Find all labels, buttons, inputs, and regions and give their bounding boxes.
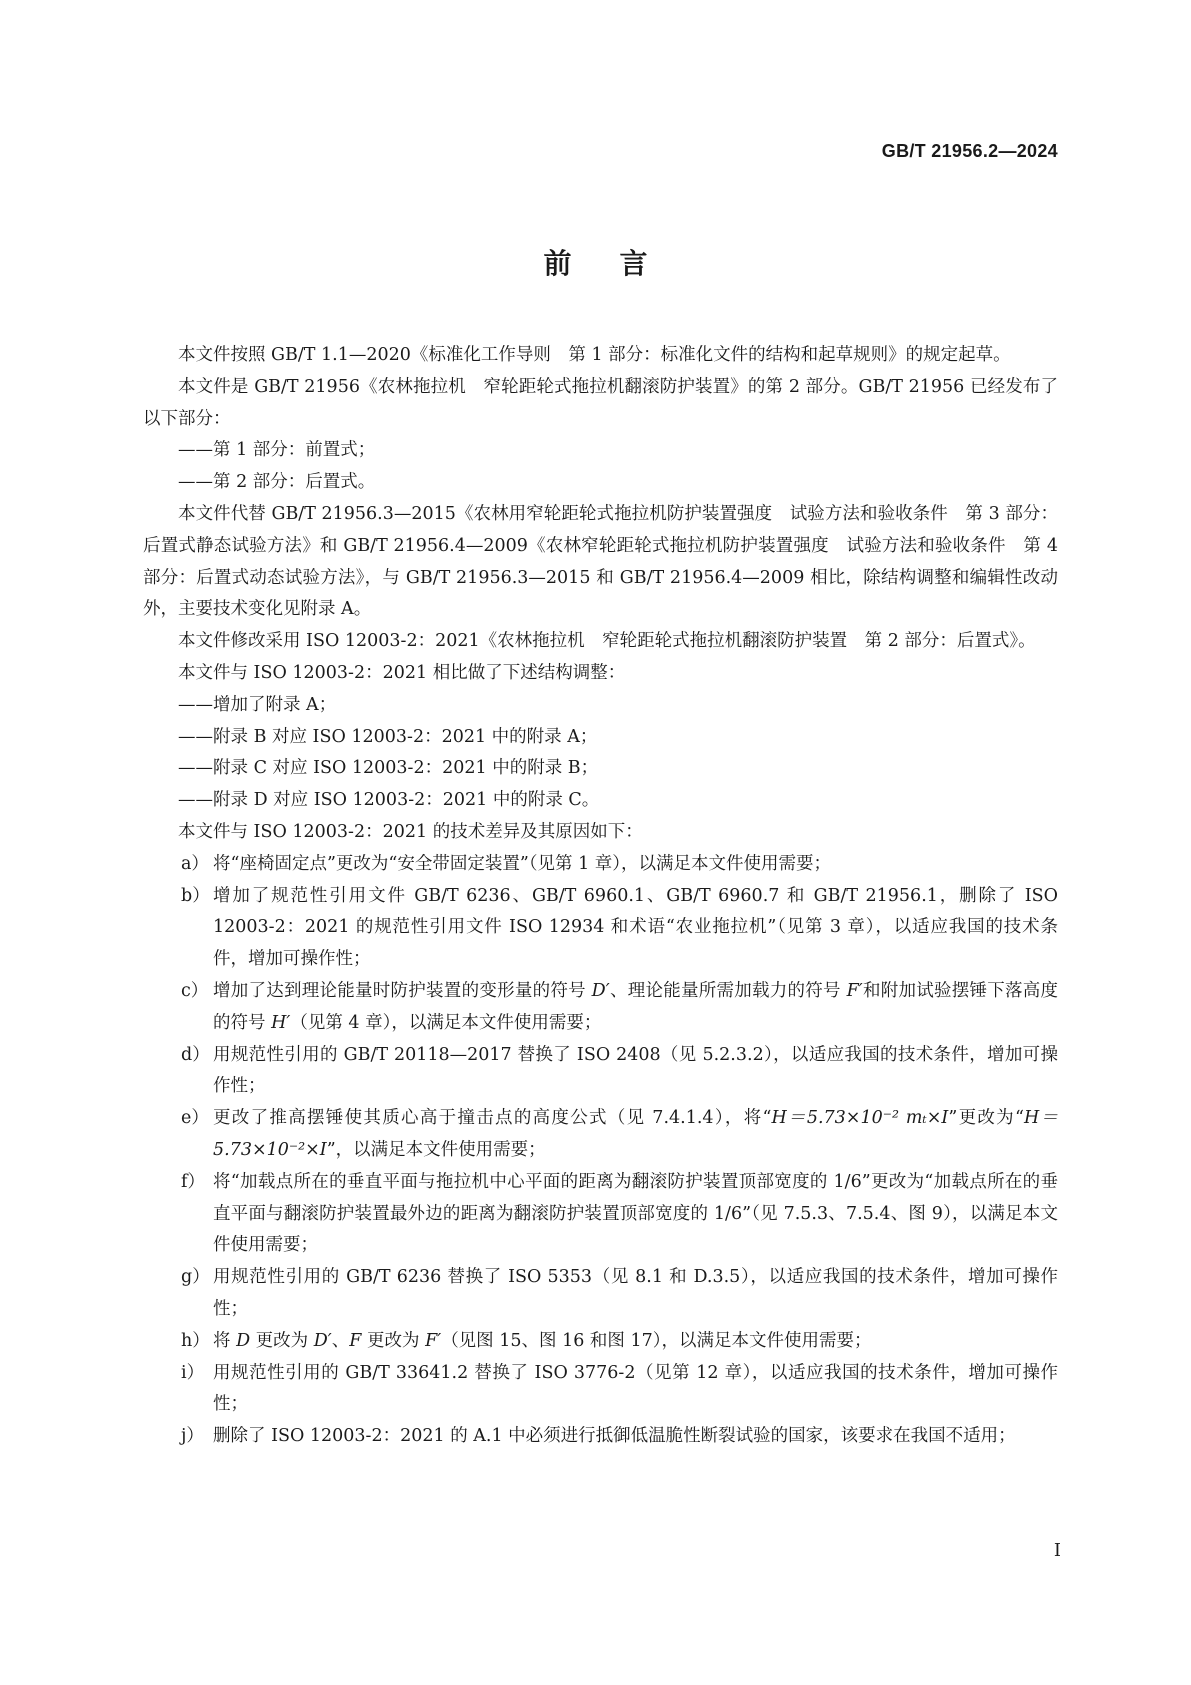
list-label: e） bbox=[181, 1108, 209, 1129]
document-code: GB/T 21956.2—2024 bbox=[881, 141, 1058, 161]
dash-item: ——第 1 部分：前置式； bbox=[178, 440, 376, 461]
list-text: 删除了 ISO 12003-2：2021 的 A.1 中必须进行抵御低温脆性断裂试验的国家，该要求在我国不适用； bbox=[213, 1426, 1016, 1447]
symbol: H′ bbox=[271, 1012, 291, 1033]
list-item-i bbox=[143, 1358, 1058, 1422]
symbol: F bbox=[349, 1330, 362, 1351]
dash-item: ——增加了附录 A； bbox=[178, 694, 337, 715]
symbol: F′ bbox=[846, 980, 863, 1001]
paragraph: 本文件代替 GB/T 21956.3—2015《农林用窄轮距轮式拖拉机防护装置强度 试验方法和验收条件 第 3 部分：后置式静态试验方法》和 GB/T 21956.4—2009《农林窄轮距轮式拖拉机防护装置强度 试验方法和验收条件 第 4 部分：后置式动态试验方法》，与 GB/T 21956.3—2015 和 GB/T 21956.4—2009 相比，除结构调整和编辑性改动外，主要技术变化见附录 A。 bbox=[143, 503, 1058, 620]
paragraph: 本文件修改采用 ISO 12003-2：2021《农林拖拉机 窄轮距轮式拖拉机翻滚防护装置 第 2 部分：后置式》。 bbox=[178, 631, 1036, 652]
paragraph: 本文件与 ISO 12003-2：2021 相比做了下述结构调整： bbox=[178, 662, 626, 683]
list-label: g） bbox=[181, 1267, 210, 1288]
list-text: 用规范性引用的 GB/T 20118—2017 替换了 ISO 2408（见 5.2.3.2），以适应我国的技术条件，增加可操作性； bbox=[213, 1044, 1058, 1097]
list-text: 更改为 bbox=[361, 1330, 426, 1351]
list-label: c） bbox=[181, 980, 209, 1001]
list-label: f） bbox=[181, 1171, 205, 1192]
list-item-f bbox=[143, 1167, 1058, 1262]
paragraph: 本文件与 ISO 12003-2：2021 的技术差异及其原因如下： bbox=[178, 821, 643, 842]
list-item-d bbox=[143, 1040, 1058, 1104]
list-text: 、 bbox=[331, 1330, 350, 1351]
list-text: 、理论能量所需加载力的符号 bbox=[609, 980, 847, 1001]
list-label: b） bbox=[181, 885, 210, 906]
paragraph: 本文件按照 GB/T 1.1—2020《标准化工作导则 第 1 部分：标准化文件的结构和起草规则》的规定起草。 bbox=[178, 345, 1011, 365]
list-item-j bbox=[143, 1421, 1058, 1453]
symbol: F′ bbox=[425, 1330, 442, 1351]
list-text: 用规范性引用的 GB/T 6236 替换了 ISO 5353（见 8.1 和 D.3.5），以适应我国的技术条件，增加可操作性； bbox=[213, 1267, 1058, 1319]
list-item-h bbox=[143, 1326, 1058, 1358]
list-text: ”更改为“ bbox=[948, 1108, 1024, 1129]
dash-item: ——附录 C 对应 ISO 12003-2：2021 中的附录 B； bbox=[178, 758, 599, 779]
list-text: （见图 15、图 16 和图 17），以满足本文件使用需要； bbox=[441, 1330, 872, 1351]
list-item-g bbox=[143, 1262, 1058, 1326]
list-item-a bbox=[143, 849, 1058, 881]
list-item-b bbox=[143, 881, 1058, 976]
symbol: D′ bbox=[591, 980, 610, 1001]
formula: H＝5.73×10⁻² mₜ×I bbox=[771, 1108, 949, 1129]
list-item-e bbox=[143, 1103, 1058, 1167]
list-label: d） bbox=[181, 1044, 210, 1065]
page-title: 前言 bbox=[543, 247, 696, 280]
document-body bbox=[143, 340, 1058, 1453]
list-text: 更改为 bbox=[250, 1330, 314, 1351]
list-label: j） bbox=[181, 1426, 204, 1447]
dash-item: ——附录 B 对应 ISO 12003-2：2021 中的附录 A； bbox=[178, 726, 598, 747]
list-text: 增加了达到理论能量时防护装置的变形量的符号 bbox=[213, 980, 592, 1001]
list-label: h） bbox=[181, 1330, 210, 1351]
list-label: i） bbox=[181, 1362, 205, 1383]
list-label: a） bbox=[181, 853, 209, 874]
list-item-c bbox=[143, 976, 1058, 1040]
list-text: 更改了推高摆锤使其质心高于撞击点的高度公式（见 7.4.1.4），将“ bbox=[213, 1108, 772, 1129]
symbol: D′ bbox=[313, 1330, 332, 1351]
page-number: I bbox=[1053, 1540, 1061, 1561]
dash-item: ——第 2 部分：后置式。 bbox=[178, 472, 376, 493]
list-text: 和附加试验摆锤下落高度的符号 bbox=[213, 980, 1059, 1033]
list-text: 将 bbox=[213, 1330, 237, 1351]
symbol: D bbox=[236, 1330, 251, 1351]
list-text: 增加了规范性引用文件 GB/T 6236、GB/T 6960.1、GB/T 6960.7 和 GB/T 21956.1，删除了 ISO 12003-2：2021 的规范性引用文件 ISO 12934 和术语“农业拖拉机”（见第 3 章），以适应我国的技术条件，增加可操作性； bbox=[213, 885, 1058, 970]
list-text: 将“座椅固定点”更改为“安全带固定装置”（见第 1 章），以满足本文件使用需要； bbox=[213, 853, 832, 874]
dash-item: ——附录 D 对应 ISO 12003-2：2021 中的附录 C。 bbox=[178, 790, 600, 811]
list-text: ”，以满足本文件使用需要； bbox=[326, 1139, 546, 1160]
list-text: 用规范性引用的 GB/T 33641.2 替换了 ISO 3776-2（见第 12 章），以适应我国的技术条件，增加可操作性； bbox=[213, 1362, 1058, 1415]
formula: H＝5.73×10⁻²×I bbox=[213, 1108, 1059, 1160]
list-text: 将“加载点所在的垂直平面与拖拉机中心平面的距离为翻滚防护装置顶部宽度的 1/6”更改为“加载点所在的垂直平面与翻滚防护装置最外边的距离为翻滚防护装置顶部宽度的 1/6”（见 7.5.3、7.5.4、图 9），以满足本文件使用需要； bbox=[213, 1171, 1058, 1256]
list-text: （见第 4 章），以满足本文件使用需要； bbox=[290, 1012, 602, 1033]
paragraph: 本文件是 GB/T 21956《农林拖拉机 窄轮距轮式拖拉机翻滚防护装置》的第 2 部分。GB/T 21956 已经发布了以下部分： bbox=[143, 376, 1058, 429]
